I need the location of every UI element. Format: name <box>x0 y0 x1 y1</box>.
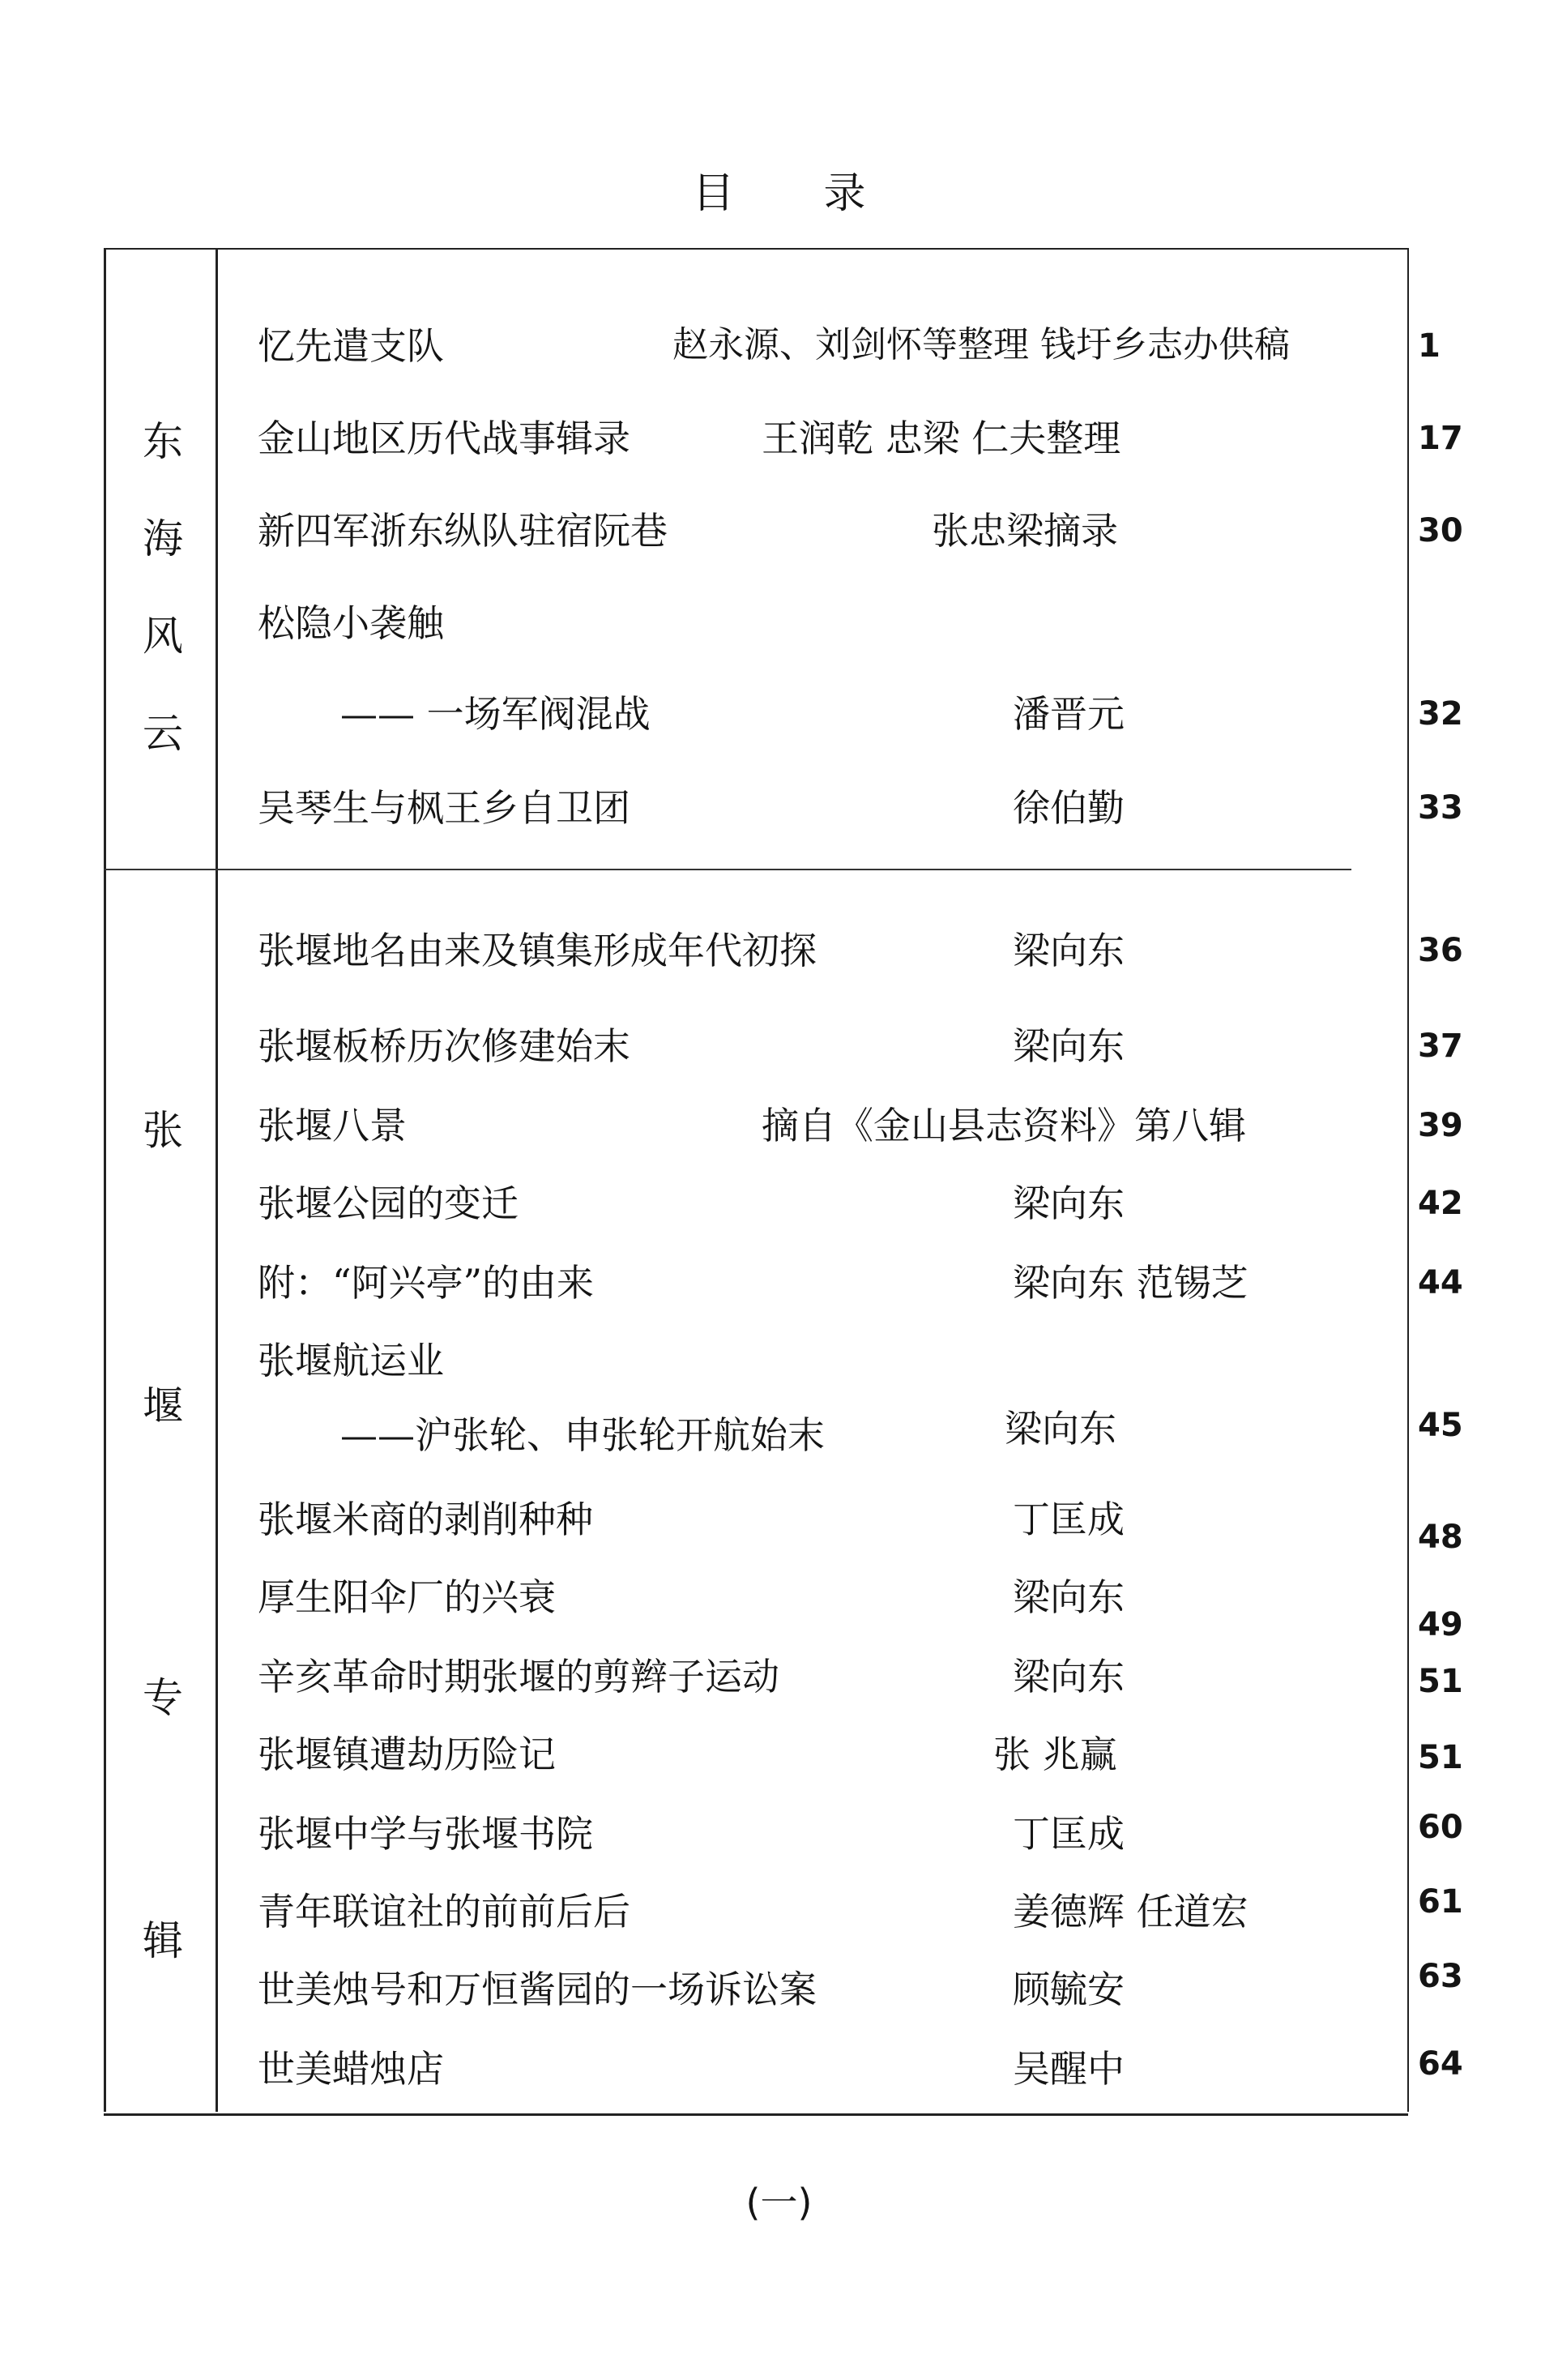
entry-title: 张堰米商的剥削种种 <box>258 1498 593 1541</box>
entry-page: 17 <box>1418 420 1463 457</box>
entry-author: 丁匡成 <box>1013 1812 1125 1856</box>
entry-page: 30 <box>1418 512 1463 549</box>
entry-title: 张堰板桥历次修建始末 <box>258 1024 630 1068</box>
entry-author: 张 兆赢 <box>993 1733 1117 1776</box>
entry-title: 张堰八景 <box>258 1104 407 1147</box>
section-char: 风 <box>143 613 183 660</box>
entry-title: 吴琴生与枫王乡自卫团 <box>258 786 630 830</box>
entry-title: 世美烛号和万恒酱园的一场诉讼案 <box>258 1968 817 2011</box>
entry-page: 49 <box>1418 1606 1463 1643</box>
entry-author: 梁向东 <box>1013 1655 1125 1698</box>
section-label-zhangyan <box>134 1107 191 1964</box>
entry-author: 顾毓安 <box>1013 1968 1125 2011</box>
entry-author: 梁向东 <box>1013 1181 1125 1225</box>
left-border <box>104 248 106 2112</box>
entry-title: 金山地区历代战事辑录 <box>258 417 630 460</box>
entry-title: 张堰公园的变迁 <box>258 1181 519 1225</box>
entry-page: 45 <box>1418 1407 1463 1444</box>
entry-page: 39 <box>1418 1107 1463 1144</box>
entry-title: 张堰镇遭劫历险记 <box>258 1733 556 1776</box>
entry-page: 61 <box>1418 1883 1463 1921</box>
entry-page: 36 <box>1418 932 1463 969</box>
entry-title: 新四军浙东纵队驻宿阮巷 <box>258 509 668 553</box>
entry-page: 42 <box>1418 1185 1463 1222</box>
section-separator <box>104 869 1351 870</box>
entry-title: 忆先遣支队 <box>258 324 444 368</box>
entry-author: 张忠梁摘录 <box>932 509 1118 553</box>
entry-author: 梁向东 <box>1013 1575 1125 1619</box>
right-border <box>1407 248 1409 2112</box>
entry-page: 33 <box>1418 789 1463 827</box>
entry-author: 摘自《金山县志资料》第八辑 <box>762 1104 1246 1147</box>
entry-title: —— 一场军阀混战 <box>340 692 651 736</box>
entry-title: 张堰地名由来及镇集形成年代初探 <box>258 929 817 972</box>
entry-page: 51 <box>1418 1739 1463 1776</box>
entry-page: 1 <box>1418 327 1441 365</box>
entry-page: 51 <box>1418 1663 1463 1700</box>
entry-author: 姜德辉 任道宏 <box>1013 1890 1249 1933</box>
page-title: 目录 <box>692 169 955 218</box>
entry-title: 厚生阳伞厂的兴衰 <box>258 1575 556 1619</box>
section-char: 张 <box>143 1107 183 1154</box>
entry-page: 37 <box>1418 1028 1463 1065</box>
entry-author: 梁向东 <box>1005 1407 1116 1451</box>
entry-author: 王润乾 忠梁 仁夫整理 <box>762 417 1121 460</box>
entry-author: 梁向东 <box>1013 1024 1125 1068</box>
entry-title: 松隐小袭触 <box>258 601 444 645</box>
entry-title: 青年联谊社的前前后后 <box>258 1890 630 1933</box>
section-char: 专 <box>143 1674 183 1721</box>
entry-author: 梁向东 范锡芝 <box>1013 1261 1249 1305</box>
entry-author: 丁匡成 <box>1013 1498 1125 1541</box>
entry-page: 63 <box>1418 1958 1463 1995</box>
entry-author: 赵永源、刘剑怀等整理 钱圩乡志办供稿 <box>672 324 1290 365</box>
entry-page: 60 <box>1418 1809 1463 1846</box>
entry-author: 潘晋元 <box>1013 692 1125 736</box>
entry-page: 48 <box>1418 1519 1463 1556</box>
section-label-donghai <box>134 418 191 762</box>
page-number-marker: (一) <box>745 2181 813 2224</box>
section-char: 堰 <box>143 1382 183 1429</box>
section-divider-line <box>216 248 218 2112</box>
section-char: 云 <box>143 710 183 757</box>
entry-title: 张堰中学与张堰书院 <box>258 1812 593 1856</box>
section-char: 海 <box>143 515 183 562</box>
entry-title: ——沪张轮、申张轮开航始末 <box>340 1413 825 1457</box>
entry-page: 32 <box>1418 695 1463 733</box>
entry-page: 44 <box>1418 1264 1463 1301</box>
entry-page: 64 <box>1418 2045 1463 2083</box>
entry-title: 世美蜡烛店 <box>258 2047 444 2091</box>
entry-title: 附：“阿兴亭”的由来 <box>258 1261 595 1305</box>
section-char: 辑 <box>143 1917 183 1964</box>
entry-author: 梁向东 <box>1013 929 1125 972</box>
entry-author: 徐伯勤 <box>1013 786 1125 830</box>
entry-title: 张堰航运业 <box>258 1339 444 1382</box>
section-char: 东 <box>143 418 183 465</box>
entry-title: 辛亥革命时期张堰的剪辫子运动 <box>258 1655 779 1698</box>
entry-author: 吴醒中 <box>1013 2047 1125 2091</box>
